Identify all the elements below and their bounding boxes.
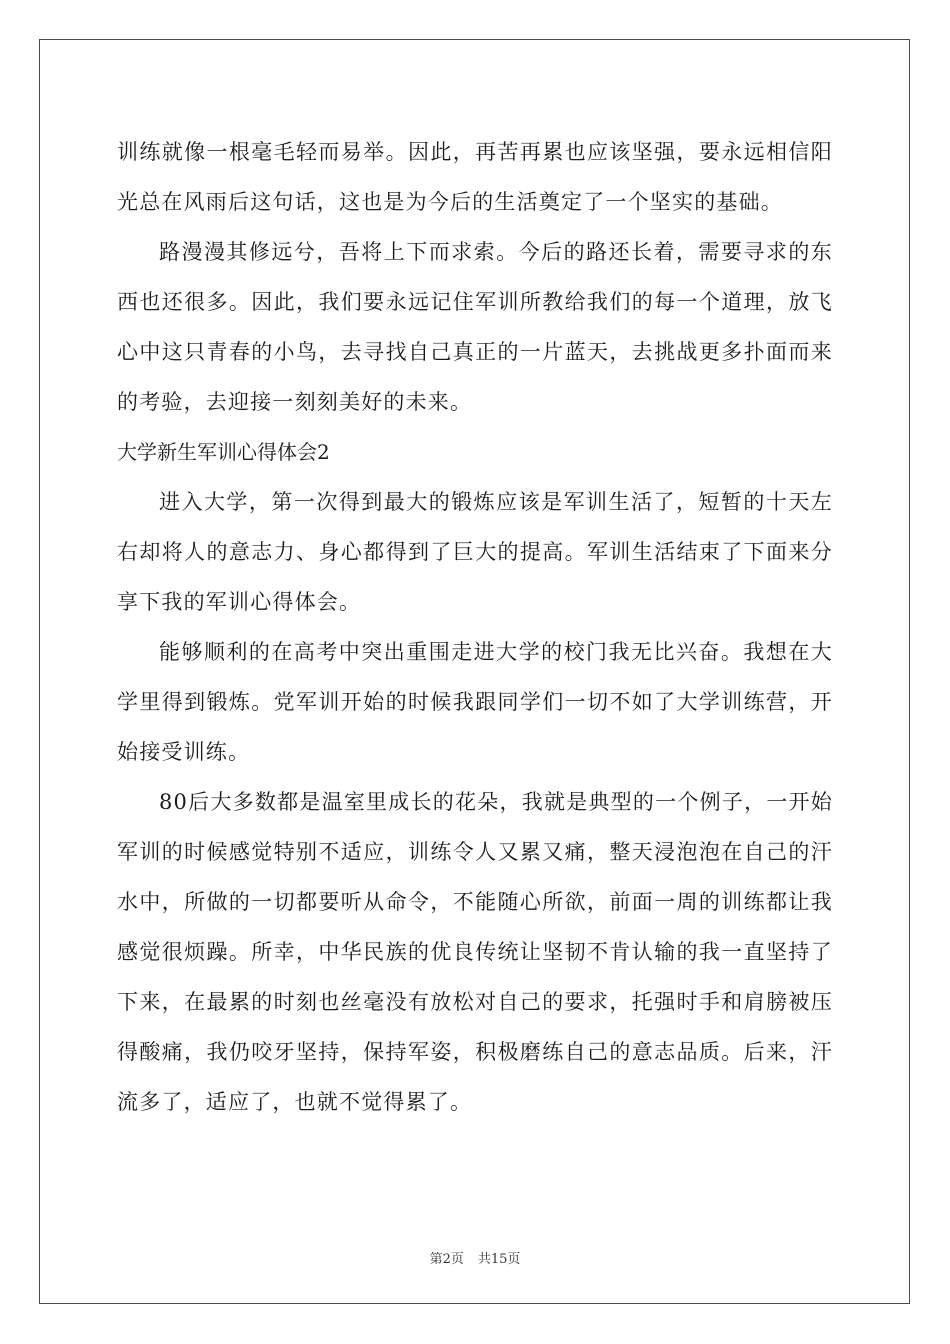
page-footer bbox=[0, 1248, 950, 1267]
page-number: 第2页 bbox=[429, 1252, 464, 1267]
paragraph-1: 训练就像一根毫毛轻而易举。因此，再苦再累也应该坚强，要永远相信阳光总在风雨后这句话，这也是为今后的生活奠定了一个坚实的基础。 bbox=[117, 140, 833, 214]
paragraph-5: 80后大多数都是温室里成长的花朵，我就是典型的一个例子，一开始军训的时候感觉特别不适应，训练令人又累又痛，整天浸泡泡在自己的汗水中，所做的一切都要听从命令，不能随心所欲，前面一周的训练都让我感觉很烦躁。所幸，中华民族的优良传统让坚韧不肯认输的我一直坚持了下来，在最累的时刻也丝毫没有放松对自己的要求，托强时手和肩膀被压得酸痛，我仍咬牙坚持，保持军姿，积极磨练自己的意志品质。后来，汗流多了，适应了，也就不觉得累了。 bbox=[117, 790, 833, 1114]
paragraph-2: 路漫漫其修远兮，吾将上下而求索。今后的路还长着，需要寻求的东西也还很多。因此，我们要永远记住军训所教给我们的每一个道理，放飞心中这只青春的小鸟，去寻找自己真正的一片蓝天，去挑战更多扑面而来的考验，去迎接一刻刻美好的未来。 bbox=[117, 240, 833, 414]
paragraph-4: 能够顺利的在高考中突出重围走进大学的校门我无比兴奋。我想在大学里得到锻炼。党军训开始的时候我跟同学们一切不如了大学训练营，开始接受训练。 bbox=[117, 640, 833, 764]
page-total: 共15页 bbox=[477, 1252, 521, 1267]
section-heading: 大学新生军训心得体会2 bbox=[117, 440, 330, 464]
paragraph-3: 进入大学，第一次得到最大的锻炼应该是军训生活了，短暂的十天左右却将人的意志力、身心都得到了巨大的提高。军训生活结束了下面来分享下我的军训心得体会。 bbox=[117, 490, 833, 614]
document-body bbox=[117, 127, 833, 1127]
